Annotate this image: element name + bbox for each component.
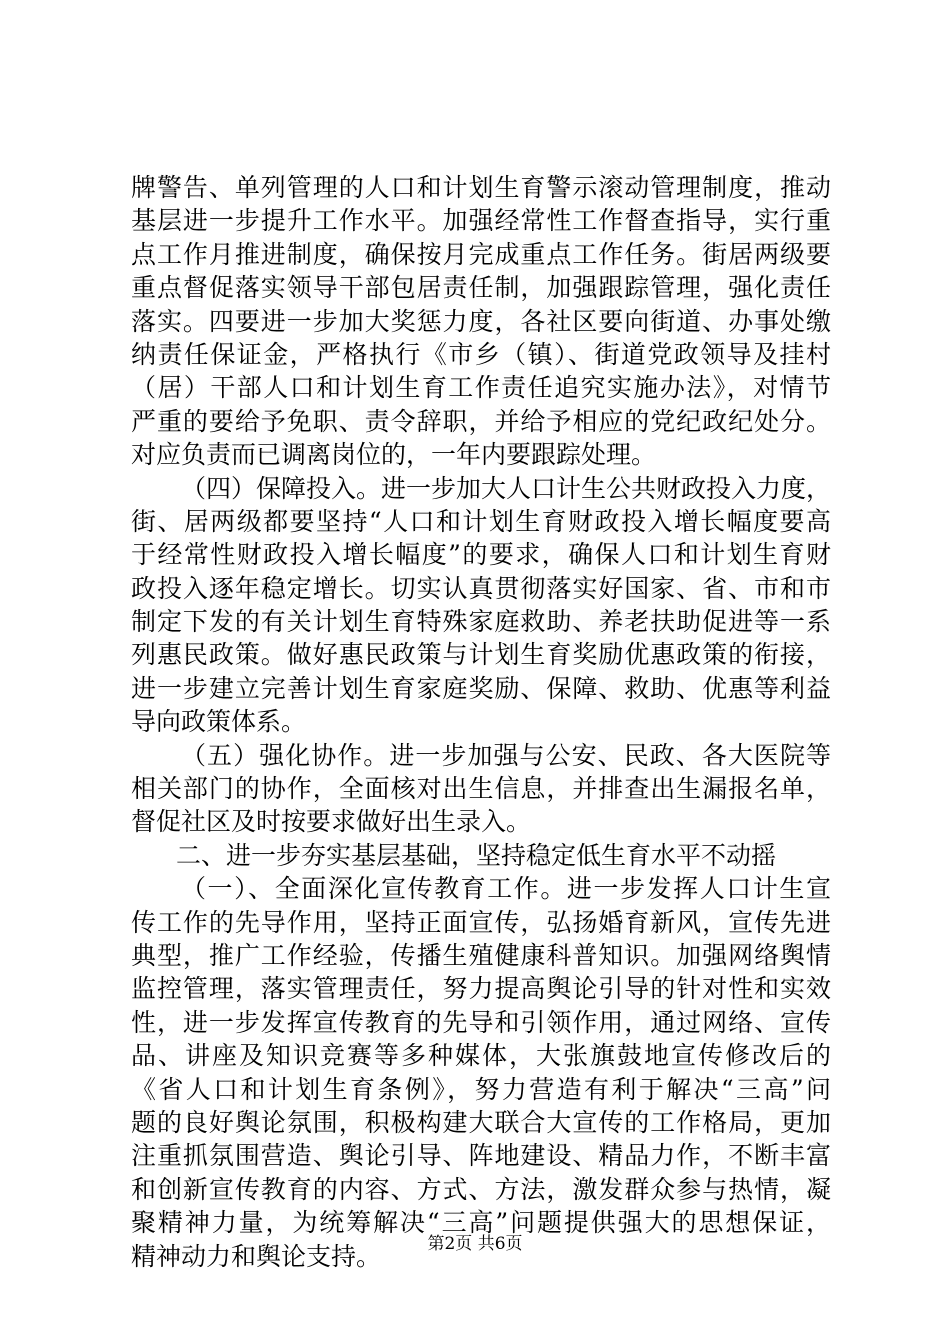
text-line: 进一步建立完善计划生育家庭奖励、保障、救助、优惠等利益 — [131, 673, 831, 703]
text-line: 传工作的先导作用，坚持正面宣传，弘扬婚育新风，宣传先进 — [131, 907, 831, 937]
text-line: 相关部门的协作，全面核对出生信息，并排查出生漏报名单， — [131, 774, 831, 804]
text-line: 于经常性财政投入增长幅度”的要求，确保人口和计划生育财 — [131, 540, 831, 570]
text-line: 督促社区及时按要求做好出生录入。 — [131, 807, 532, 837]
text-line: 政投入逐年稳定增长。切实认真贯彻落实好国家、省、市和市 — [131, 573, 831, 603]
text-line: （居）干部人口和计划生育工作责任追究实施办法》，对情节 — [131, 373, 831, 403]
section-heading-line: （五）强化协作。进一步加强与公安、民政、各大医院等 — [181, 740, 831, 770]
section-heading-line: （一）、全面深化宣传教育工作。进一步发挥人口计生宣 — [181, 874, 831, 904]
text-line: 对应负责而已调离岗位的，一年内要跟踪处理。 — [131, 440, 657, 470]
document-body — [131, 171, 831, 1273]
text-line: 典型，推广工作经验，传播生殖健康科普知识。加强网络舆情 — [131, 940, 831, 970]
chapter-heading-line: 二、进一步夯实基层基础，坚持稳定低生育水平不动摇 — [176, 840, 777, 870]
text-line: 牌警告、单列管理的人口和计划生育警示滚动管理制度，推动 — [131, 173, 831, 202]
text-line: 《省人口和计划生育条例》，努力营造有利于解决“三高”问 — [131, 1074, 831, 1104]
text-line: 街、居两级都要坚持“人口和计划生育财政投入增长幅度要高 — [131, 506, 831, 536]
text-line: 监控管理，落实管理责任，努力提高舆论引导的针对性和实效 — [131, 974, 831, 1004]
text-line: 基层进一步提升工作水平。加强经常性工作督查指导，实行重 — [131, 206, 831, 236]
text-line: 注重抓氛围营造、舆论引导、阵地建设、精品力作，不断丰富 — [131, 1141, 831, 1171]
text-line: 纳责任保证金，严格执行《市乡（镇）、街道党政领导及挂村 — [131, 339, 831, 369]
text-line: 严重的要给予免职、责令辞职，并给予相应的党纪政纪处分。 — [131, 406, 831, 436]
text-line: 点工作月推进制度，确保按月完成重点工作任务。街居两级要 — [131, 239, 831, 269]
text-line: 落实。四要进一步加大奖惩力度，各社区要向街道、办事处缴 — [131, 306, 831, 336]
text-line: 重点督促落实领导干部包居责任制，加强跟踪管理，强化责任 — [131, 273, 831, 303]
text-line: 聚精神力量，为统筹解决“三高”问题提供强大的思想保证， — [131, 1208, 831, 1238]
text-line: 和创新宣传教育的内容、方式、方法，激发群众参与热情，凝 — [131, 1174, 831, 1204]
page-number-footer: 第2页 共6页 — [427, 1234, 523, 1254]
text-line: 品、讲座及知识竞赛等多种媒体，大张旗鼓地宣传修改后的 — [131, 1041, 831, 1071]
text-line: 导向政策体系。 — [131, 707, 307, 737]
text-line: 制定下发的有关计划生育特殊家庭救助、养老扶助促进等一系 — [131, 607, 831, 637]
section-heading-line: （四）保障投入。进一步加大人口计生公共财政投入力度， — [181, 473, 832, 503]
text-line: 性，进一步发挥宣传教育的先导和引领作用，通过网络、宣传 — [131, 1007, 831, 1037]
text-line: 精神动力和舆论支持。 — [131, 1241, 382, 1271]
text-line: 列惠民政策。做好惠民政策与计划生育奖励优惠政策的衔接， — [131, 640, 831, 670]
text-line: 题的良好舆论氛围，积极构建大联合大宣传的工作格局，更加 — [131, 1107, 831, 1137]
